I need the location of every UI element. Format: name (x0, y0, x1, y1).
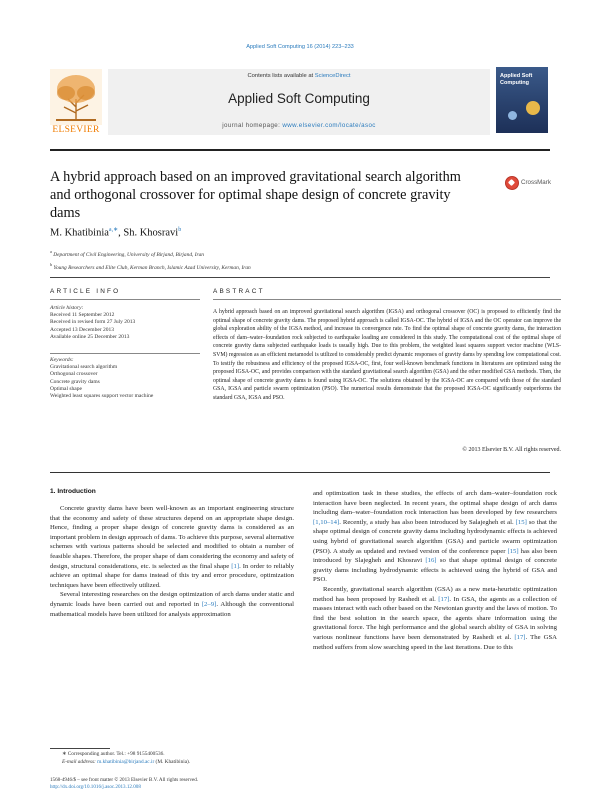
paragraph-text: and optimization task in these studies, the effects of arch dam–water–foundation rock interaction have been neglected. In recent years, the optimal shape design of arch dams including dam–water–foundation rock interaction has been developed by few researchers (313, 490, 557, 517)
body-paragraph (50, 504, 294, 590)
paragraph-text: has also been introduced by Slajegheh and Khosravi (313, 547, 557, 565)
paragraph-text: Several interesting researches on the design optimization of arch dams under static and dynamic loads have been carried out and reported in (50, 591, 294, 608)
citation-link[interactable]: [15] (515, 518, 527, 526)
abstract-rule (213, 299, 561, 300)
contents-prefix: Contents lists available at (247, 73, 315, 79)
affiliation-text: Young Researchers and Elite Club, Kerman Branch, Islamic Azad University, Kerman, Iran (53, 264, 251, 271)
keyword: Gravitational search algorithm (50, 364, 118, 371)
header-divider (50, 149, 550, 151)
journal-cover-thumbnail (496, 67, 548, 133)
email-label: E-mail address: (62, 758, 98, 765)
footnotes (50, 751, 300, 766)
copyright-notice: © 2013 Elsevier B.V. All rights reserved. (462, 447, 561, 453)
homepage-prefix: journal homepage: (222, 122, 283, 129)
history-entry: Available online 25 December 2013 (50, 333, 130, 340)
history-entry: Accepted 13 December 2013 (50, 326, 114, 333)
body-paragraph (313, 585, 557, 652)
keyword: Weighted least squares support vector machine (50, 393, 154, 400)
keyword: Concrete gravity dams (50, 378, 100, 385)
citation-link[interactable]: [1] (231, 562, 240, 570)
sciencedirect-link[interactable]: ScienceDirect (314, 73, 351, 79)
paragraph-text: . The GSA method suffers from slow searching speed in the last iterations. Due to this (313, 633, 557, 651)
paragraph-text: so that shape optimal design of concrete gravity dams including hydrodynamic effects is achieved using the hybrid of GSA and PSO. (313, 557, 557, 584)
introduction-right-column (313, 489, 557, 652)
paragraph-text: . In GSA, the agents as a collection of masses interact with each other based on the Newtonian gravity and the laws of motion. To find the best solution in the search space, the agents share information using the gravitational force. The high performance and the global search ability of GSA in solving various nonlinear functions have been demonstrated by Rashedi et al. (313, 595, 558, 641)
keywords-label: Keywords: (50, 357, 74, 363)
affiliation-mark: a (50, 249, 52, 254)
author-list: M. Khatibinia$^{a,∗}$, Sh. Khosravi$^b$ (50, 227, 182, 239)
affiliation-line (50, 260, 550, 273)
citation-link[interactable]: [1,10–14] (313, 518, 340, 526)
history-entry: Received in revised form 27 July 2013 (50, 319, 136, 326)
crossmark-badge[interactable] (505, 176, 553, 192)
affiliation-line (50, 247, 550, 260)
introduction-heading: 1. Introduction (50, 488, 96, 495)
tree-logo-icon (50, 69, 102, 125)
body-paragraph (50, 590, 294, 619)
cover-title: Applied Soft Computing (500, 73, 533, 86)
paragraph-text: Concrete gravity dams have been well-known as an important engineering structure that the economy and safety of these structures depend on an appropriate shape design. Hence, finding a proper shape design of concrete gravity dams is considered as an important problem in design approach of dams. To achieve this purpose, several alternative schemes with various patterns should be selected and modified to obtain a number of feasible shapes. Therefore, the proper shape of dam considering the economy and safety of design, structural considerations, etc. is selected as the final shape (50, 505, 294, 570)
issn-line: 1568-4946/$ – see front matter © 2013 Elsevier B.V. All rights reserved. (50, 777, 199, 783)
keywords (50, 357, 200, 400)
author-affiliation-mark[interactable]: a,∗ (108, 227, 119, 233)
paragraph-text: so that the shape optimal design of concrete gravity dams including hydrodynamic effects is achieved using hybrid of gravitational search algorithm (GSA) and particle swarm optimization (PSO). A study as updated and revised version of the conference paper (313, 518, 557, 555)
email-suffix: (M. Khatibinia). (154, 758, 191, 765)
introduction-left-column (50, 504, 294, 619)
journal-masthead (108, 69, 490, 135)
author-name[interactable]: Sh. Khosravi (123, 227, 179, 239)
homepage-line (108, 122, 490, 129)
paragraph-text: . In order to reliably achieve an optimal shape for dams instead of this try and error procedure, optimization techniques have been effectively utilized. (50, 562, 294, 589)
abstract-heading: ABSTRACT (213, 288, 265, 295)
body-paragraph (313, 489, 557, 585)
citation-link[interactable]: [15] (507, 547, 519, 555)
affiliation-divider (50, 277, 550, 278)
citation-link[interactable]: [17] (514, 633, 526, 641)
keyword: Optimal shape (50, 385, 82, 392)
history-entry: Received 11 September 2012 (50, 312, 115, 319)
article-info-heading: ARTICLE INFO (50, 288, 121, 295)
cover-decoration (526, 101, 540, 115)
paragraph-text: Recently, gravitational search algorithm (GSA) as a new meta-heuristic optimization method has been proposed by Rashedi et al. (313, 585, 557, 603)
author-name[interactable]: M. Khatibinia (50, 227, 109, 239)
paragraph-text: . Recently, a study has also been introduced by Salajegheh et al. (339, 518, 516, 526)
affiliations (50, 247, 550, 273)
article-history (50, 305, 200, 341)
journal-citation: Applied Soft Computing 16 (2014) 223–233 (246, 44, 354, 50)
affiliation-text: Department of Civil Engineering, University of Birjand, Birjand, Iran (53, 251, 204, 258)
footnote-divider (50, 748, 110, 749)
email-note (50, 759, 300, 767)
crossmark-icon (505, 176, 519, 190)
article-info-rule (50, 299, 200, 300)
keyword: Orthogonal crossover (50, 371, 98, 378)
journal-title: Applied Soft Computing (228, 91, 370, 106)
abstract-text: A hybrid approach based on an improved gravitational search algorithm (IGSA) and orthogonal crossover (OC) is proposed to efficiently find the optimal shape of concrete gravity dams. The proposed hybrid approach is called IGSA-OC. The hybrid of IGSA and the OC operator can improve the global exploration ability of the IGSA method, and increase its convergence rate. To find the optimal shape of concrete gravity dams, the interaction effects of dam–water–foundation rock subjected to earthquake loading are considered in this study. The computational cost of the optimal shape of concrete gravity dams subjected earthquake loads is usually high. Due to this problem, the weighted least squares support vector machine (WLS-SVM) regression as an efficient metamodel is utilized to considerably predict dynamic responses of gravity dams by spending low computational cost. To testify the robustness and efficiency of the proposed IGSA-OC, first, four well-known benchmark functions in literatures are optimized using the proposed IGSA-OC, and provides comparison with the standard gravitational search algorithm (GSA) and the other modified GSA methods. Then, the optimal shape of concrete gravity dams is found using IGSA-OC. The solutions obtained by the IGSA-OC are compared with those of the standard GSA, IGSA and particle swarm optimization (PSO). The numerical results demonstrate that the proposed IGSA-OC significantly outperforms the standard GSA, IGSA and PSO. (213, 309, 561, 401)
issn-block (50, 777, 350, 791)
author-affiliation-mark[interactable]: b (178, 227, 182, 233)
publisher-name: ELSEVIER (52, 125, 100, 135)
crossmark-label: CrossMark (521, 179, 551, 186)
publisher-logo (50, 69, 102, 141)
affiliation-mark: b (50, 261, 53, 267)
cover-decoration (508, 111, 517, 120)
journal-header (50, 65, 550, 145)
email-link[interactable]: m.khatibinia@birjand.ac.ir (97, 758, 155, 765)
citation-link[interactable]: [2–9] (201, 600, 217, 608)
article-history-label: Article history: (50, 305, 84, 311)
keywords-rule (50, 353, 200, 354)
corresponding-author-note: ∗ Corresponding author. Tel.: +98 9155400536. (62, 751, 165, 757)
paragraph-text: . Although the conventional mathematical models have been utilized for analysis approximation (50, 600, 295, 618)
citation-link[interactable]: [17] (438, 595, 450, 603)
body-divider (50, 472, 550, 473)
citation-link[interactable]: [16] (425, 557, 437, 565)
paper-title: A hybrid approach based on an improved gravitational search algorithm and orthogonal crossover for optimal shape design of concrete gravity dams (50, 169, 461, 221)
doi-link[interactable]: http://dx.doi.org/10.1016/j.asoc.2013.12.008 (50, 784, 141, 790)
homepage-link[interactable]: www.elsevier.com/locate/asoc (282, 122, 376, 129)
contents-line (108, 73, 490, 79)
